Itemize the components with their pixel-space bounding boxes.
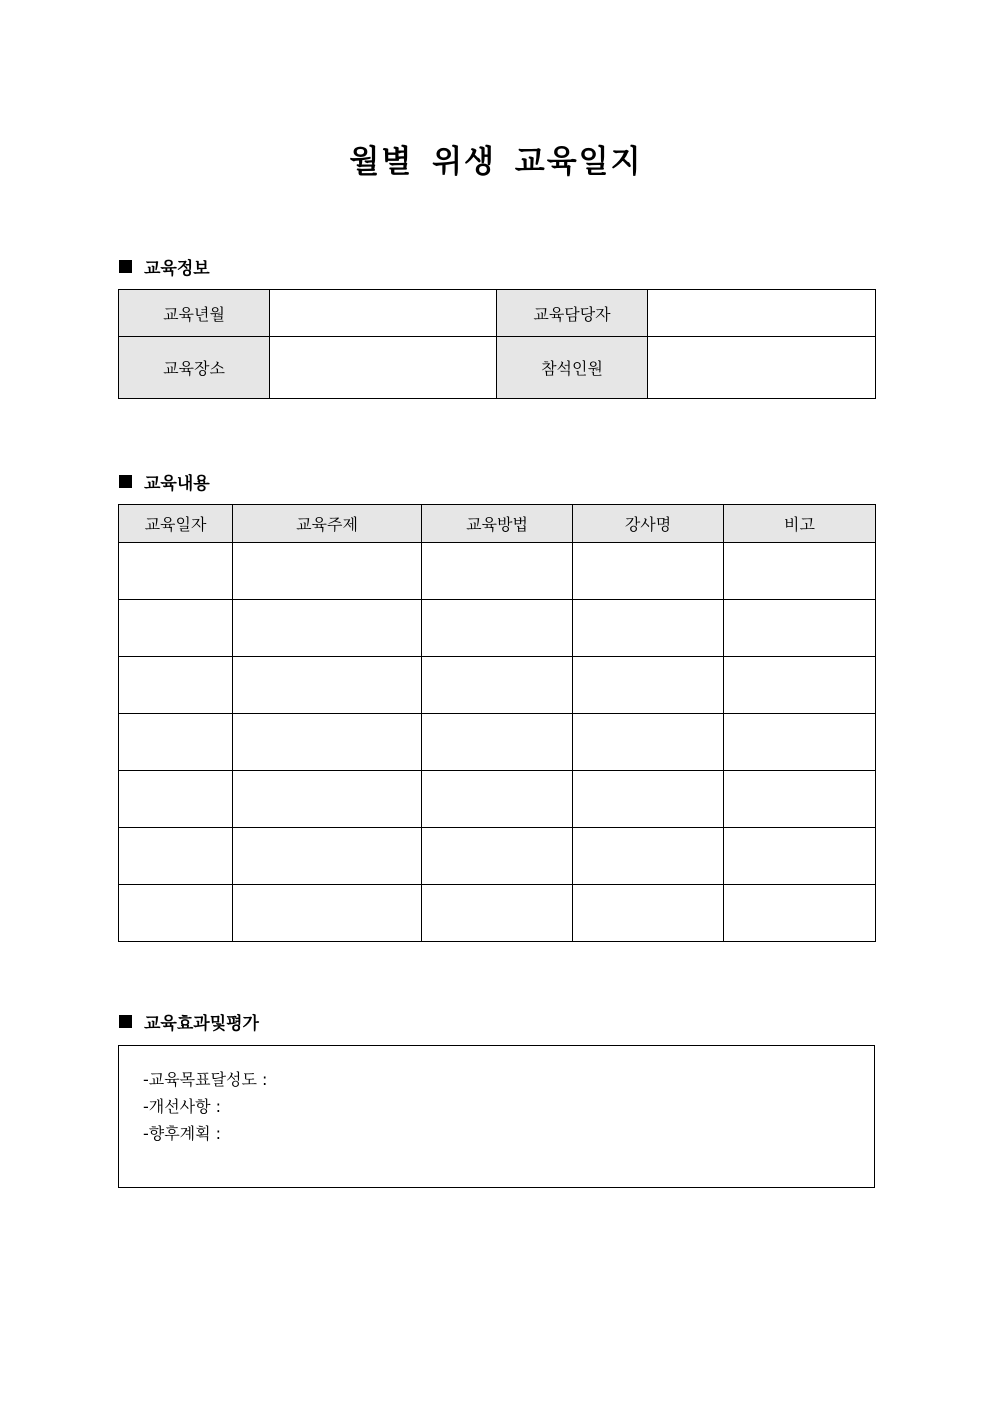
label-education-manager: 교육담당자 (497, 290, 648, 337)
column-header-instructor: 강사명 (573, 505, 724, 543)
cell-instructor[interactable] (573, 714, 724, 771)
cell-method[interactable] (422, 714, 573, 771)
section-heading-label: 교육효과및평가 (144, 1014, 259, 1034)
cell-topic[interactable] (233, 543, 422, 600)
cell-method[interactable] (422, 657, 573, 714)
cell-instructor[interactable] (573, 657, 724, 714)
cell-topic[interactable] (233, 600, 422, 657)
cell-date[interactable] (119, 600, 233, 657)
cell-method[interactable] (422, 600, 573, 657)
table-row (119, 600, 876, 657)
column-header-remarks: 비고 (724, 505, 876, 543)
cell-remarks[interactable] (724, 828, 876, 885)
evaluation-improvement-line: -개선사항 : (143, 1097, 222, 1116)
section-heading-label: 교육내용 (144, 474, 210, 494)
cell-remarks[interactable] (724, 714, 876, 771)
cell-date[interactable] (119, 657, 233, 714)
cell-instructor[interactable] (573, 828, 724, 885)
table-row (119, 714, 876, 771)
cell-instructor[interactable] (573, 543, 724, 600)
page-title: 월별 위생 교육일지 (349, 144, 643, 180)
table-header-row (119, 505, 876, 543)
cell-date[interactable] (119, 885, 233, 942)
evaluation-lines (143, 1066, 267, 1147)
section-heading-content (119, 469, 210, 494)
cell-remarks[interactable] (724, 657, 876, 714)
section-heading-evaluation (119, 1009, 259, 1034)
cell-date[interactable] (119, 543, 233, 600)
square-bullet-icon (119, 260, 132, 273)
cell-topic[interactable] (233, 657, 422, 714)
cell-date[interactable] (119, 828, 233, 885)
cell-method[interactable] (422, 771, 573, 828)
cell-remarks[interactable] (724, 885, 876, 942)
cell-topic[interactable] (233, 771, 422, 828)
evaluation-box[interactable] (118, 1045, 875, 1188)
column-header-date: 교육일자 (119, 505, 233, 543)
cell-method[interactable] (422, 543, 573, 600)
cell-remarks[interactable] (724, 771, 876, 828)
cell-instructor[interactable] (573, 885, 724, 942)
value-education-manager[interactable] (648, 290, 876, 337)
square-bullet-icon (119, 1015, 132, 1028)
value-education-place[interactable] (270, 337, 497, 399)
info-row (119, 337, 876, 399)
table-row (119, 657, 876, 714)
content-table (118, 504, 876, 942)
table-row (119, 885, 876, 942)
cell-instructor[interactable] (573, 771, 724, 828)
section-heading-info (119, 254, 210, 279)
table-row (119, 771, 876, 828)
section-heading-label: 교육정보 (144, 259, 210, 279)
cell-date[interactable] (119, 771, 233, 828)
value-attendees[interactable] (648, 337, 876, 399)
evaluation-plan-line: -향후계획 : (143, 1124, 222, 1143)
info-table (118, 289, 876, 399)
cell-method[interactable] (422, 885, 573, 942)
column-header-topic: 교육주제 (233, 505, 422, 543)
table-row (119, 543, 876, 600)
cell-instructor[interactable] (573, 600, 724, 657)
label-attendees: 참석인원 (497, 337, 648, 399)
cell-remarks[interactable] (724, 543, 876, 600)
info-row (119, 290, 876, 337)
square-bullet-icon (119, 475, 132, 488)
value-education-month[interactable] (270, 290, 497, 337)
cell-method[interactable] (422, 828, 573, 885)
evaluation-goal-line: -교육목표달성도 : (143, 1070, 268, 1089)
label-education-place: 교육장소 (119, 337, 270, 399)
cell-topic[interactable] (233, 714, 422, 771)
cell-topic[interactable] (233, 828, 422, 885)
label-education-month: 교육년월 (119, 290, 270, 337)
cell-remarks[interactable] (724, 600, 876, 657)
cell-date[interactable] (119, 714, 233, 771)
table-row (119, 828, 876, 885)
cell-topic[interactable] (233, 885, 422, 942)
column-header-method: 교육방법 (422, 505, 573, 543)
